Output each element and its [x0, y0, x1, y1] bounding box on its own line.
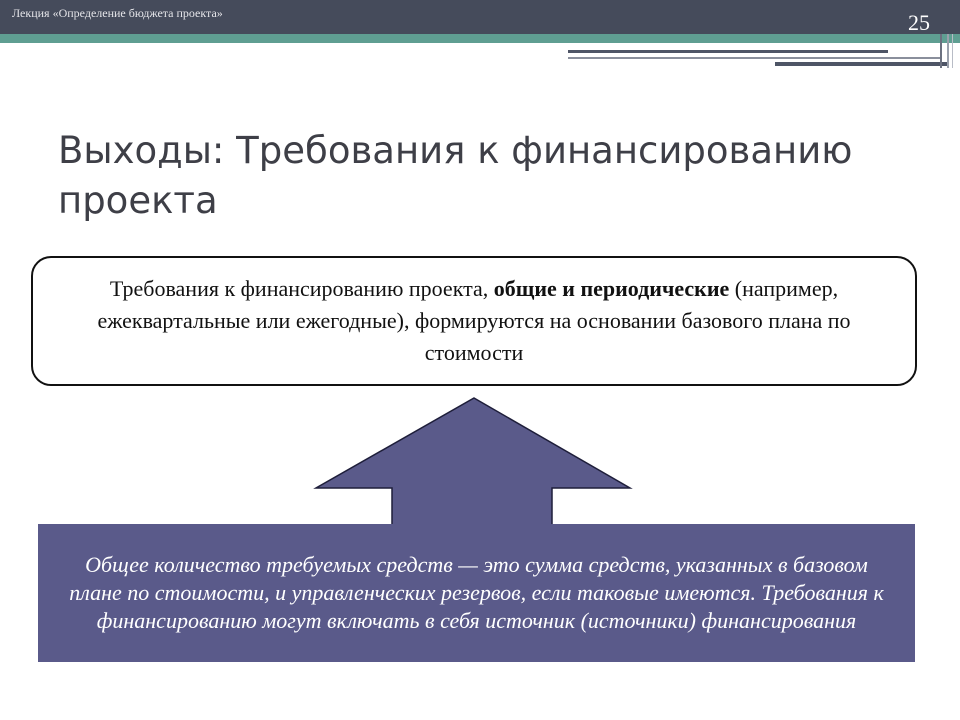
- output-text-part2: (например, ежеквартальные или ежегодные), формируются на основании базового плана по стоимости: [97, 276, 851, 365]
- up-arrow-shape: [316, 398, 630, 530]
- output-requirements-text: [73, 273, 875, 369]
- output-text-part1: Требования к финансированию проекта,: [109, 276, 494, 301]
- lecture-title: Лекция «Определение бюджета проекта»: [12, 6, 223, 20]
- output-requirements-box: [31, 256, 917, 386]
- funding-description-text: Общее количество требуемых средств — это сумма средств, указанных в базовом плане по стоимости, и управленческих резервов, если таковые имеются. Требования к финансированию могут включать в себя источник (источники) финансирования: [69, 552, 884, 633]
- funding-description-box: [38, 524, 915, 662]
- slide-title: Выходы: Требования к финансированию проекта: [58, 129, 853, 222]
- slide-number: 25: [908, 10, 930, 35]
- output-text-bold: общие и периодические: [493, 276, 730, 301]
